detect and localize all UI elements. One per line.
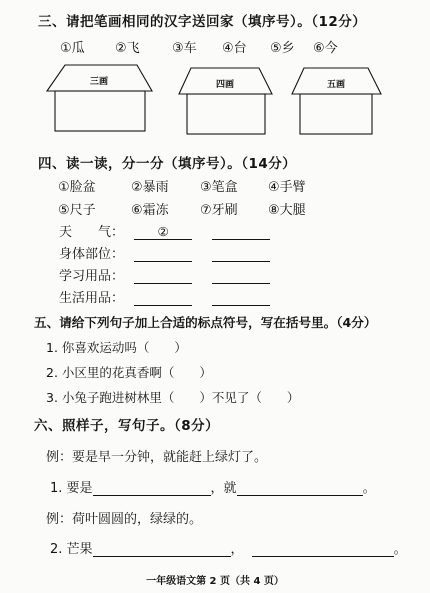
category-label: 天 气：: [59, 225, 125, 240]
category-row-body: [59, 243, 270, 262]
answer-blank[interactable]: [134, 290, 192, 306]
q1-blank-1[interactable]: [93, 481, 211, 496]
q2-blank-1[interactable]: [93, 542, 231, 557]
sentence-2: 2. 小区里的花真香啊（ ）: [46, 365, 212, 380]
page-footer: 一年级语文第 2 页（共 4 页）: [146, 576, 284, 587]
section-4-title: 四、读一读，分一分（填序号）。（14分）: [38, 156, 297, 172]
word-option: ⑥霜冻: [131, 203, 169, 218]
section-3-title: 三、请把笔画相同的汉字送回家（填序号）。（12分）: [38, 14, 367, 30]
word-option: ①脸盆: [58, 180, 96, 195]
house-label: 三画: [89, 77, 108, 87]
house-five-strokes[interactable]: [290, 66, 382, 136]
answer-blank[interactable]: ②: [134, 224, 192, 240]
sentence-1: 1. 你喜欢运动吗（ ）: [46, 340, 187, 355]
category-row-weather: [59, 221, 270, 240]
question-1: [50, 477, 376, 496]
word-option: ⑧大腿: [268, 203, 306, 218]
category-label: 学习用品：: [59, 269, 125, 284]
q2-mid: ，: [230, 542, 244, 557]
q1-start: 1. 要是: [50, 481, 93, 496]
answer-blank[interactable]: [134, 268, 192, 284]
section-5-title: 五、请给下列句子加上合适的标点符号，写在括号里。（4分）: [34, 315, 377, 330]
char-option: ①瓜: [60, 41, 85, 56]
word-option: ④手臂: [268, 180, 306, 195]
example-1: 例：要是早一分钟，就能赶上绿灯了。: [46, 450, 268, 465]
q2-blank-2[interactable]: [252, 542, 394, 557]
section-6-title: 六、照样子，写句子。（8分）: [34, 418, 220, 434]
house-label: 五画: [326, 80, 345, 90]
house-label: 四画: [215, 80, 234, 90]
category-row-life: [59, 287, 270, 306]
char-option: ⑥今: [313, 41, 338, 56]
word-option: ③笔盒: [200, 180, 238, 195]
q1-mid: ，就: [210, 481, 237, 496]
answer-blank[interactable]: [212, 246, 270, 262]
q2-start: 2. 芒果: [50, 542, 93, 557]
question-2: [50, 538, 407, 557]
word-option: ⑦牙刷: [200, 203, 238, 218]
house-four-strokes[interactable]: [177, 66, 273, 136]
char-option: ⑤乡: [270, 41, 295, 56]
category-label: 身体部位：: [59, 247, 125, 262]
q1-end: 。: [362, 481, 376, 496]
word-option: ⑤尺子: [58, 203, 96, 218]
answer-blank[interactable]: [212, 290, 270, 306]
q2-end: 。: [393, 542, 407, 557]
example-2: 例：荷叶圆圆的，绿绿的。: [46, 512, 203, 527]
q1-blank-2[interactable]: [237, 481, 363, 496]
sentence-3: 3. 小兔子跑进树林里（ ）不见了（ ）: [46, 390, 300, 405]
answer-blank[interactable]: [212, 268, 270, 284]
char-option: ②飞: [115, 41, 140, 56]
char-option: ③车: [172, 41, 197, 56]
category-row-study: [59, 265, 270, 284]
category-label: 生活用品：: [59, 291, 125, 306]
answer-blank[interactable]: [212, 224, 270, 240]
word-option: ②暴雨: [131, 180, 169, 195]
house-three-strokes[interactable]: [45, 63, 153, 133]
char-option: ④台: [222, 41, 247, 56]
answer-blank[interactable]: [134, 246, 192, 262]
